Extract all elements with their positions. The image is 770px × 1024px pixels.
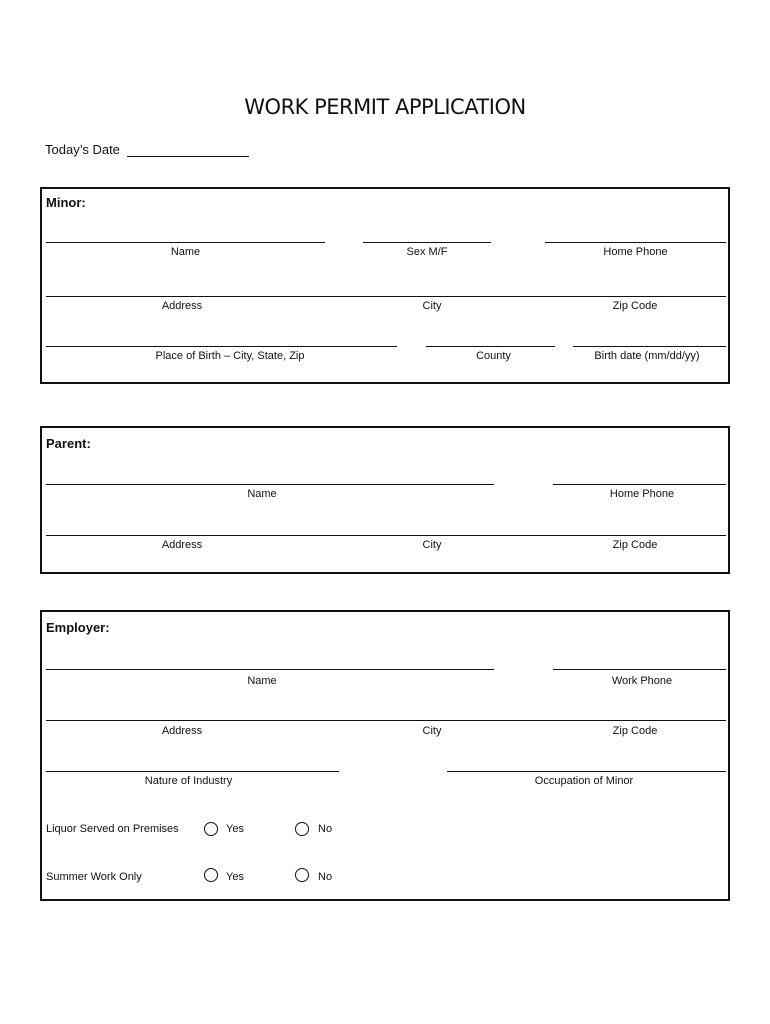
parent-address-field[interactable]: [46, 535, 726, 536]
minor-zip-label: Zip Code: [612, 300, 658, 312]
employer-address-field[interactable]: [46, 720, 726, 721]
minor-place-of-birth-field[interactable]: [46, 346, 397, 347]
employer-section: [40, 610, 730, 901]
employer-name-field[interactable]: [46, 669, 494, 670]
employer-heading: Employer:: [46, 620, 110, 635]
occupation-of-minor-label: Occupation of Minor: [534, 775, 634, 787]
occupation-of-minor-field[interactable]: [447, 771, 726, 772]
minor-section: [40, 187, 730, 384]
summer-yes-radio[interactable]: [204, 868, 218, 882]
parent-zip-label: Zip Code: [612, 539, 658, 551]
parent-city-label: City: [422, 539, 442, 551]
todays-date-field[interactable]: [127, 143, 249, 157]
minor-address-field[interactable]: [46, 296, 726, 297]
liquor-no-radio[interactable]: [295, 822, 309, 836]
liquor-yes-label: Yes: [226, 823, 244, 835]
minor-city-label: City: [422, 300, 442, 312]
summer-question-label: Summer Work Only: [46, 871, 142, 883]
minor-birth-date-field[interactable]: [573, 346, 726, 347]
minor-home-phone-label: Home Phone: [603, 246, 668, 258]
parent-home-phone-label: Home Phone: [609, 488, 675, 500]
minor-address-label: Address: [161, 300, 203, 312]
minor-county-label: County: [476, 350, 511, 362]
minor-name-label: Name: [170, 246, 201, 258]
page-title: WORK PERMIT APPLICATION: [244, 95, 526, 119]
summer-yes-label: Yes: [226, 871, 244, 883]
minor-home-phone-field[interactable]: [545, 242, 726, 243]
parent-name-field[interactable]: [46, 484, 494, 485]
liquor-yes-radio[interactable]: [204, 822, 218, 836]
minor-sex-field[interactable]: [363, 242, 491, 243]
employer-name-label: Name: [247, 675, 277, 687]
minor-heading: Minor:: [46, 195, 86, 210]
employer-zip-label: Zip Code: [612, 725, 658, 737]
parent-section: [40, 426, 730, 574]
parent-name-label: Name: [247, 488, 277, 500]
summer-no-radio[interactable]: [295, 868, 309, 882]
parent-heading: Parent:: [46, 436, 91, 451]
minor-name-field[interactable]: [46, 242, 325, 243]
nature-of-industry-label: Nature of Industry: [144, 775, 233, 787]
liquor-question-label: Liquor Served on Premises: [46, 823, 179, 835]
parent-address-label: Address: [161, 539, 203, 551]
minor-birth-date-label: Birth date (mm/dd/yy): [594, 350, 700, 362]
minor-sex-label: Sex M/F: [406, 246, 448, 258]
parent-home-phone-field[interactable]: [553, 484, 726, 485]
employer-work-phone-field[interactable]: [553, 669, 726, 670]
minor-county-field[interactable]: [426, 346, 555, 347]
nature-of-industry-field[interactable]: [46, 771, 339, 772]
employer-work-phone-label: Work Phone: [611, 675, 673, 687]
employer-city-label: City: [422, 725, 442, 737]
todays-date-row: [45, 142, 249, 157]
minor-place-of-birth-label: Place of Birth – City, State, Zip: [155, 350, 305, 362]
summer-no-label: No: [318, 871, 333, 883]
todays-date-label: Today’s Date: [45, 142, 120, 157]
liquor-no-label: No: [318, 823, 333, 835]
employer-address-label: Address: [161, 725, 203, 737]
